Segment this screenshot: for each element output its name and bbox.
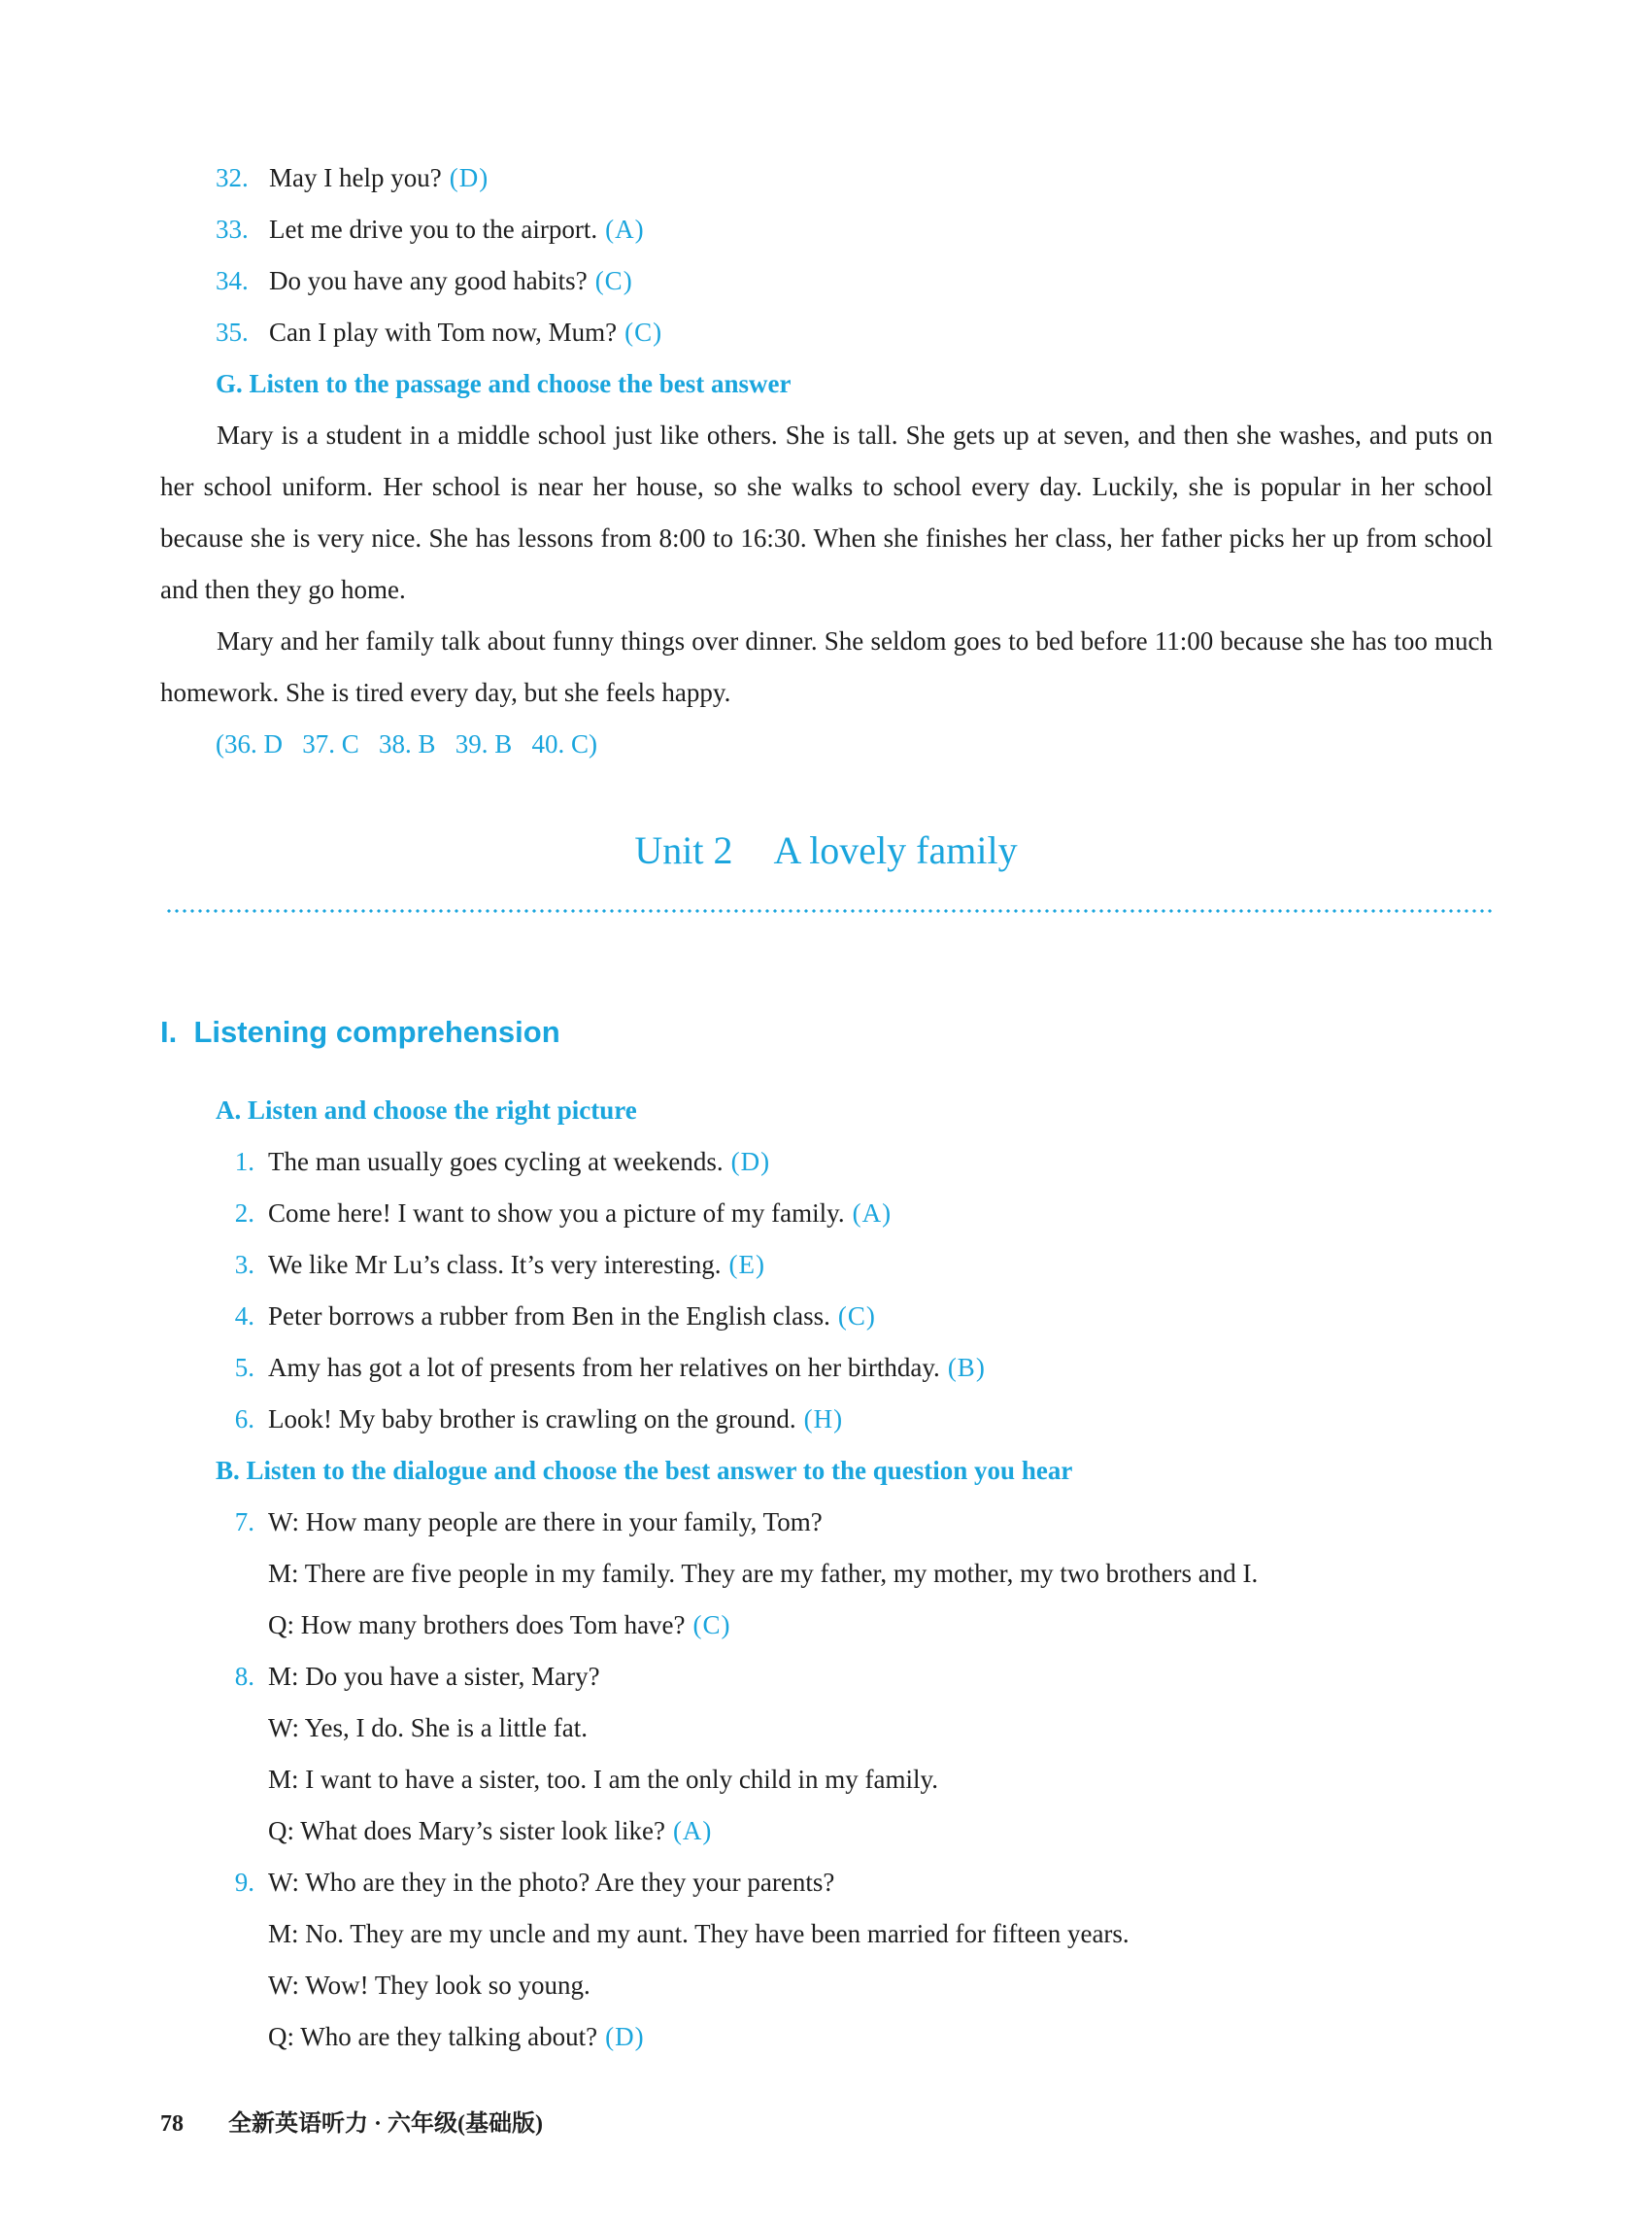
dialogue-line <box>216 1870 834 1896</box>
list-item <box>216 165 489 191</box>
item-text: The man usually goes cycling at weekends. <box>268 1147 724 1176</box>
list-item <box>216 1303 876 1330</box>
item-answer: (C) <box>594 266 633 295</box>
list-item <box>216 217 645 243</box>
page-footer <box>160 2104 543 2138</box>
dialogue-line <box>216 1664 600 1690</box>
item-answer: (C) <box>837 1301 876 1331</box>
paragraph-text: Mary is a student in a middle school just like others. She is tall. She gets up at seven, and then she washes, and puts on her school uniform. Her school is near her house, so she walks to school every day. Luckily, she is popular in her school because she is very nice. She has lessons from 8:00 to 16:30. When she finishes her class, her father picks her up from school and then they go home. <box>160 421 1493 604</box>
item-number: 2. <box>234 1198 254 1228</box>
passage-paragraph <box>160 616 1493 719</box>
item-text: Let me drive you to the airport. <box>269 215 598 244</box>
item-answer: (C) <box>624 318 663 347</box>
answer-key: (36. D 37. C 38. B 39. B 40. C) <box>216 729 598 759</box>
dialogue-text: W: Who are they in the photo? Are they your parents? <box>268 1868 835 1897</box>
item-number: 33. <box>216 215 249 244</box>
item-text: Do you have any good habits? <box>269 266 588 295</box>
list-item <box>216 1200 892 1227</box>
item-number: 32. <box>216 163 249 192</box>
dialogue-line: W: Wow! They look so young. <box>268 1971 590 2000</box>
item-number: 34. <box>216 266 249 295</box>
item-answer: (D) <box>605 2022 645 2051</box>
item-answer: (B) <box>947 1353 986 1382</box>
item-text: Look! My baby brother is crawling on the ground. <box>268 1404 796 1433</box>
dialogue-line: W: Yes, I do. She is a little fat. <box>268 1713 588 1742</box>
item-number: 5. <box>234 1353 254 1382</box>
item-number: 7. <box>234 1507 254 1536</box>
question-text: Q: What does Mary’s sister look like? <box>268 1816 665 1845</box>
item-answer: (D) <box>730 1147 771 1176</box>
section-heading: G. Listen to the passage and choose the best answer <box>216 369 792 398</box>
item-number: 1. <box>234 1147 254 1176</box>
part-heading: A. Listen and choose the right picture <box>216 1096 637 1125</box>
list-item <box>216 1149 770 1175</box>
list-item <box>216 1406 843 1433</box>
question-line <box>268 1612 731 1638</box>
page-number: 78 <box>160 2111 184 2137</box>
item-answer: (A) <box>672 1816 713 1845</box>
question-line <box>268 1818 712 1844</box>
dialogue-line: M: No. They are my uncle and my aunt. They have been married for fifteen years. <box>268 1919 1129 1948</box>
question-text: Q: Who are they talking about? <box>268 2022 598 2051</box>
item-answer: (A) <box>605 215 645 244</box>
list-item <box>216 268 633 294</box>
dialogue-text: M: Do you have a sister, Mary? <box>268 1662 600 1691</box>
list-item <box>216 320 662 346</box>
dotted-divider <box>165 909 1496 913</box>
list-item <box>216 1355 986 1381</box>
dialogue-line <box>216 1509 823 1535</box>
item-answer: (H) <box>803 1404 844 1433</box>
item-number: 3. <box>234 1250 254 1279</box>
dialogue-line: M: There are five people in my family. They are my father, my mother, my two brothers and I. <box>268 1559 1259 1588</box>
section-heading: I. Listening comprehension <box>160 1015 560 1049</box>
dialogue-text: W: How many people are there in your family, Tom? <box>268 1507 823 1536</box>
question-line <box>268 2024 645 2050</box>
question-text: Q: How many brothers does Tom have? <box>268 1610 686 1639</box>
dialogue-line: M: I want to have a sister, too. I am the only child in my family. <box>268 1765 939 1794</box>
list-item <box>216 1252 765 1278</box>
unit-number: Unit 2 <box>634 828 733 872</box>
item-number: 9. <box>234 1868 254 1897</box>
item-number: 8. <box>234 1662 254 1691</box>
item-number: 35. <box>216 318 249 347</box>
item-text: Amy has got a lot of presents from her relatives on her birthday. <box>268 1353 940 1382</box>
item-answer: (D) <box>449 163 489 192</box>
item-text: Can I play with Tom now, Mum? <box>269 318 618 347</box>
item-text: May I help you? <box>269 163 442 192</box>
item-answer: (E) <box>728 1250 765 1279</box>
book-title: 全新英语听力 · 六年级(基础版) <box>228 2111 543 2137</box>
unit-title <box>0 827 1652 873</box>
part-heading: B. Listen to the dialogue and choose the best answer to the question you hear <box>216 1456 1073 1485</box>
unit-name: A lovely family <box>773 828 1018 872</box>
item-number: 6. <box>234 1404 254 1433</box>
item-text: Peter borrows a rubber from Ben in the English class. <box>268 1301 830 1331</box>
item-answer: (A) <box>852 1198 893 1228</box>
item-text: Come here! I want to show you a picture of my family. <box>268 1198 845 1228</box>
item-answer: (C) <box>692 1610 731 1639</box>
item-text: We like Mr Lu’s class. It’s very interesting. <box>268 1250 722 1279</box>
paragraph-text: Mary and her family talk about funny things over dinner. She seldom goes to bed before 11:00 because she has too much homework. She is tired every day, but she feels happy. <box>160 626 1493 707</box>
passage-paragraph <box>160 410 1493 616</box>
item-number: 4. <box>234 1301 254 1331</box>
